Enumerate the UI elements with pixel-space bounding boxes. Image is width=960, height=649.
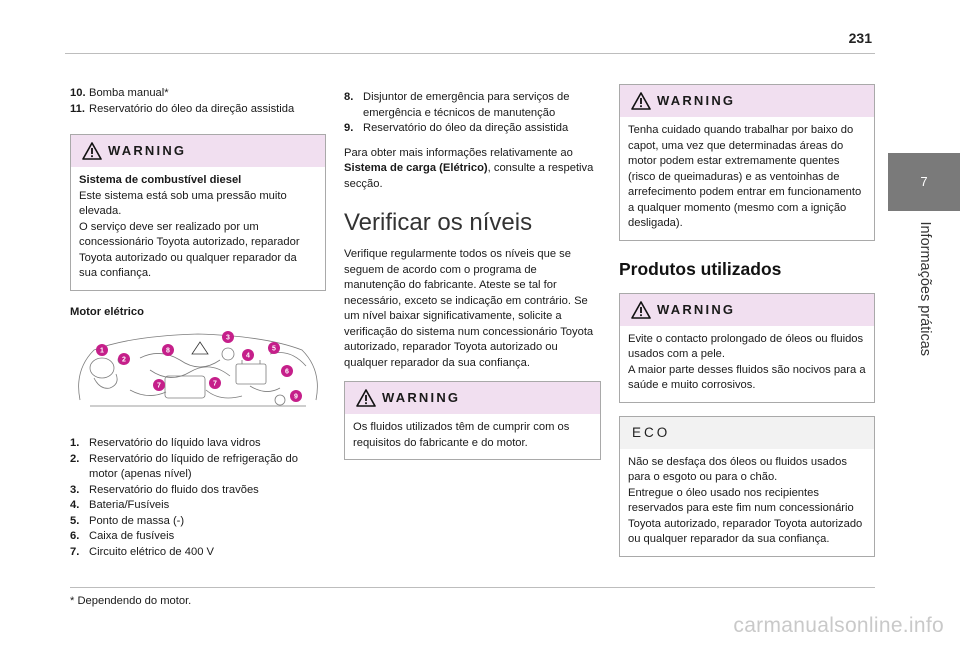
warning-header [71, 135, 325, 167]
item-text: Disjuntor de emergência para serviços de emergência e técnicos de manutenção [363, 91, 570, 119]
list-item [70, 545, 326, 561]
item-number: 6. [70, 530, 80, 542]
callout-badge [153, 379, 165, 391]
section-title-products: Produtos utilizados [619, 258, 782, 279]
list-item [70, 498, 326, 514]
warning-box-fluids [344, 381, 601, 460]
item-text: Reservatório do líquido lava vidros [89, 437, 261, 449]
item-text: Bomba manual* [89, 87, 169, 99]
item-text: Reservatório do fluido dos travões [89, 483, 259, 496]
column-2 [344, 90, 601, 460]
callout-badge [222, 331, 234, 343]
svg-text:7: 7 [157, 382, 161, 390]
item-number: 11. [70, 102, 85, 115]
list-item [344, 90, 601, 121]
warning-line: A maior parte desses fluidos são nocivos para a saúde e muito corrosivos. [628, 363, 866, 391]
svg-text:5: 5 [272, 345, 276, 353]
warning-box-skin [619, 293, 875, 403]
warning-line: O serviço deve ser realizado por um concessionário Toyota autorizado, reparador Toyota autorizado ou qualquer reparador da sua confiança. [79, 220, 300, 279]
page-number: 231 [848, 30, 872, 46]
item-number: 5. [70, 514, 80, 527]
levels-paragraph: Verifique regularmente todos os níveis que se seguem de acordo com o programa de manutenção do fabricante. Ateste se tal for necessário, exceto se indicação em contrário. Se um nível baixar significativamente, solicite a verificação do sistema num concessionário Toyota autorizado, reparador Toyota autorizado ou qualquer reparador da sua confiança. [344, 248, 594, 369]
warning-box-engine-hot [619, 84, 875, 241]
callout-badge [209, 377, 221, 389]
item-text: Reservatório do líquido de refrigeração do motor (apenas nível) [89, 452, 298, 480]
chapter-label [888, 214, 960, 364]
eco-line: Entregue o óleo usado nos recipientes reservados para este fim num concessionário Toyota autorizado, reparador Toyota autorizado ou qualquer reparador da sua confiança. [628, 486, 863, 545]
list-item [70, 529, 326, 545]
eco-box [619, 416, 875, 557]
item-text: Caixa de fusíveis [89, 530, 175, 542]
parts-list-a [70, 86, 326, 117]
para-bold-link: Sistema de carga (Elétrico) [344, 162, 488, 174]
warning-line: Este sistema está sob uma pressão muito elevada. [79, 189, 287, 217]
section-title-levels: Verificar os níveis [344, 209, 533, 236]
warning-triangle-icon [631, 301, 651, 319]
warning-line: Evite o contacto prolongado de óleos ou fluidos usados com a pele. [628, 332, 864, 360]
callout-badge [162, 344, 174, 356]
list-item [70, 86, 326, 102]
callout-badge [242, 349, 254, 361]
svg-text:2: 2 [122, 356, 126, 364]
warning-header [345, 382, 600, 414]
warning-body [71, 167, 325, 290]
item-text: Reservatório do óleo da direção assistida [363, 122, 569, 134]
item-text: Ponto de massa (-) [89, 514, 185, 527]
warning-text: Tenha cuidado quando trabalhar por baixo do capot, uma vez que determinadas áreas do motor podem estar extremamente quentes (risco de queimaduras) e as ventoinhas de arrefecimento podem entrar em funcionamento a qualquer momento (mesmo com a ignição desligada). [628, 124, 862, 229]
svg-text:7: 7 [213, 380, 217, 388]
item-text: Bateria/Fusíveis [89, 499, 170, 511]
chapter-tab[interactable]: 7 [888, 153, 960, 211]
motor-title: Motor elétrico [70, 305, 144, 318]
svg-text:8: 8 [166, 347, 170, 355]
charging-reference [344, 146, 601, 193]
warning-header [620, 294, 874, 326]
para-text: Para obter mais informações relativamente ao [344, 146, 573, 159]
item-number: 4. [70, 499, 80, 511]
callout-badge [96, 344, 108, 356]
item-number: 8. [344, 91, 354, 103]
svg-text:3: 3 [226, 334, 230, 342]
warning-title: WARNING [108, 143, 187, 159]
list-item [70, 483, 326, 499]
warning-body [620, 117, 874, 240]
list-item [70, 514, 326, 530]
footnote-divider [70, 587, 875, 588]
list-item [70, 452, 326, 483]
svg-text:6: 6 [285, 368, 289, 376]
warning-text: Os fluidos utilizados têm de cumprir com os requisitos do fabricante e do motor. [353, 421, 570, 449]
warning-title: WARNING [657, 93, 736, 109]
svg-text:9: 9 [294, 393, 298, 401]
column-1 [70, 86, 326, 560]
list-item [70, 102, 326, 118]
warning-box-diesel [70, 134, 326, 291]
warning-triangle-icon [82, 142, 102, 160]
warning-body [345, 414, 600, 459]
warning-subtitle: Sistema de combustível diesel [79, 174, 242, 186]
warning-title: WARNING [657, 301, 736, 317]
header-divider [65, 53, 875, 54]
eco-body [620, 449, 874, 556]
engine-bay-diagram [70, 330, 326, 416]
parts-list-b [70, 436, 326, 560]
footnote: * Dependendo do motor. [70, 595, 192, 607]
para-text: , consulte a respetiva secção. [344, 162, 594, 190]
watermark: carmanualsonline.info [733, 614, 944, 637]
warning-header [620, 85, 874, 117]
warning-body [620, 326, 874, 402]
item-number: 7. [70, 545, 80, 558]
chapter-label-text: Informações práticas [916, 221, 933, 357]
eco-line: Não se desfaça dos óleos ou fluidos usados para o esgoto ou para o chão. [628, 455, 847, 483]
eco-header: ECO [620, 417, 874, 449]
item-number: 1. [70, 437, 80, 449]
callout-badge [118, 353, 130, 365]
item-number: 9. [344, 122, 354, 134]
column-3 [619, 84, 875, 557]
warning-title: WARNING [382, 390, 461, 406]
item-number: 10. [70, 87, 86, 99]
warning-triangle-icon [356, 389, 376, 407]
svg-text:1: 1 [100, 347, 104, 355]
item-number: 2. [70, 452, 80, 465]
list-item [344, 121, 601, 137]
item-text: Circuito elétrico de 400 V [89, 545, 214, 558]
svg-text:4: 4 [246, 352, 250, 360]
parts-list-c [344, 90, 601, 137]
callout-badge [281, 365, 293, 377]
callout-badge [290, 390, 302, 402]
list-item [70, 436, 326, 452]
item-text: Reservatório do óleo da direção assistida [89, 102, 295, 115]
callout-badge [268, 342, 280, 354]
item-number: 3. [70, 483, 80, 496]
warning-triangle-icon [631, 92, 651, 110]
